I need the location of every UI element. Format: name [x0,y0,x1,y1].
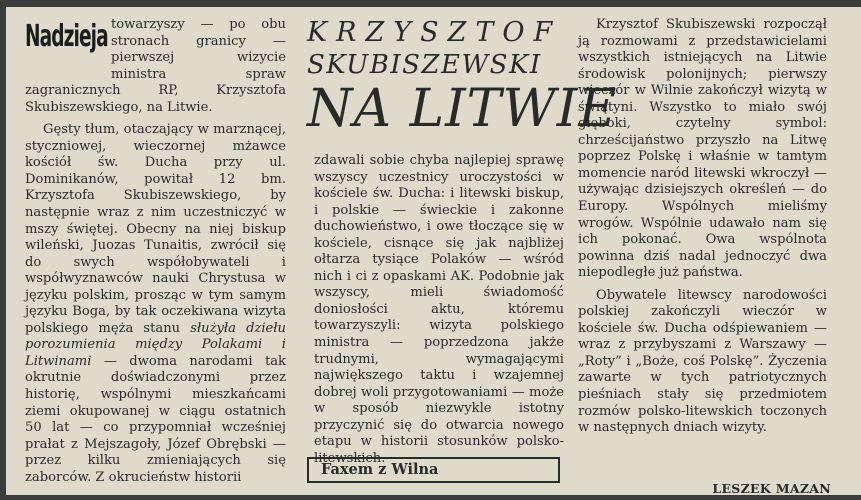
headline-line-2: SKUBISZEWSKI [307,50,542,80]
paragraph-text: — dwoma narodami tak okrutnie doświadczonymi przez historię, wspólnymi mieszkańcami ziemi okupowanej w ciągu ostatnich 50 lat — co przypomniał wcześniej prałat z Mejszagoły, Józef Obrębski — przez kilku zmieniających się zaborców. Z okrucieństw historii [25,353,286,485]
boxed-label-text: Faxem z Wilna [321,461,439,478]
lead-text: towarzyszy — po obu stronach granicy — pierwszej wizycie ministra spraw zagranicznych RP, Krzysztofa Skubiszewskiego, na Litwie. [25,17,286,115]
paragraph: Krzysztof Skubiszewski rozpoczął ją rozmowami z przedstawicielami wszystkich istniejących na Litwie środowisk polonijnych; pierwszy wieczór w Wilnie zakończył wizytą w świątyni. Wszystko to miało swój głęboki, czytelny symbol: chrześcijaństwo przyszło na Litwę poprzez Polskę i właśnie w tamtym momencie naród litewski wkroczył — używając dzisiejszych określeń — do Europy. Wspólnych mieliśmy wrogów. Wspólnie udawało nam się ich pokonać. Owa wspólnota powinna dziś nadal jednoczyć dwa niepodległe już państwa. [578,17,827,281]
paragraph-text: Gęsty tłum, otaczający w marznącej, styczniowej, wieczornej mżawce kościół św. Ducha przy ul. Dominikanów, powitał 12 bm. Krzysztofa Skubiszewskiego, by następnie wraz z nim uczestniczyć w mszy świętej. Obecny na niej biskup wileński, Juozas Tunaitis, zwrócił się do swych współobywateli i współwyznawców nauki Chrystusa w języku polskim, prosząc w tym samym języku Boga, by tak oczekiwana wizyta polskiego męża stanu [25,122,286,336]
article-column-2 [314,153,564,467]
kicker-heading: Nadzieja [25,19,108,54]
paragraph: zdawali sobie chyba najlepiej sprawę wszyscy uczestnicy uroczystości w kościele św. Ducha: i litewski biskup, i polskie — świeckie i zakonne duchowieństwo, i owe tłoczące się w kościele, cisnące się jak najbliżej ołtarza tysiące Polaków — wśród nich i ci z opaskami AK. Podobnie jak wszyscy, mieli świadomość doniosłości aktu, któremu towarzyszyli: wizyta polskiego ministra — poprzedzona jakże trudnymi, wymagającymi największego taktu i wzajemnej dobrej woli przygotowaniami — może w sposób niezwykle istotny przyczynić się do otwarcia nowego etapu w historii stosunków polsko-litewskich. [314,153,564,466]
article-column-3 [578,17,827,437]
headline [307,17,618,139]
article-column-1 [25,17,286,486]
paragraph: Obywatele litewscy narodowości polskiej zakończyli wieczór w kościele św. Ducha odśpiewaniem — wraz z przybyszami z Warszawy — „Roty” i „Boże, coś Polskę”. Życzenia zawarte w tych patriotycznych pieśniach stały się przedmiotem rozmów polsko-litewskich toczonych w następnych dniach wizyty. [578,287,827,436]
italic-quote: służyła dziełu porozumienia między Polakami i Litwinami [25,320,286,369]
headline-line-1: KRZYSZTOF [307,17,562,48]
newspaper-clipping [6,7,861,495]
headline-line-3: NA LITWIE [307,79,618,139]
paragraph [25,122,286,486]
byline: LESZEK MAZAN [712,481,831,496]
kicker-wrap [25,17,111,67]
article-column-2-wrap [301,153,571,467]
boxed-label [307,457,560,483]
